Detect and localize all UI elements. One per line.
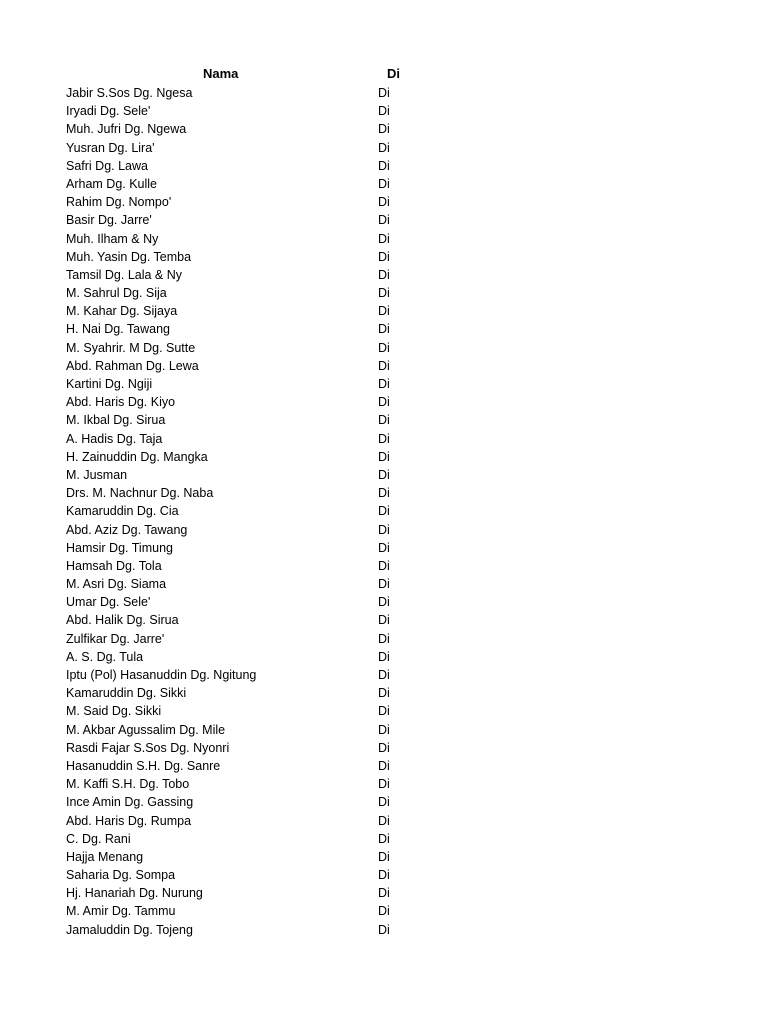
cell-nama: M. Sahrul Dg. Sija xyxy=(66,286,167,301)
table-row xyxy=(0,921,768,939)
cell-di: Di xyxy=(378,322,390,337)
table-row xyxy=(0,848,768,866)
table-row xyxy=(0,648,768,666)
cell-nama: Muh. Ilham & Ny xyxy=(66,231,159,246)
table-row xyxy=(0,684,768,702)
cell-di: Di xyxy=(378,740,390,755)
table-row xyxy=(0,721,768,739)
table-row xyxy=(0,793,768,811)
table-row xyxy=(0,448,768,466)
cell-di: Di xyxy=(378,904,390,919)
table-row xyxy=(0,521,768,539)
cell-di: Di xyxy=(378,231,390,246)
cell-di: Di xyxy=(378,649,390,664)
cell-nama: M. Kahar Dg. Sijaya xyxy=(66,304,178,319)
table-row xyxy=(0,593,768,611)
cell-nama: Iryadi Dg. Sele' xyxy=(66,104,151,119)
cell-nama: Hamsah Dg. Tola xyxy=(66,558,162,573)
name-table xyxy=(0,64,768,939)
cell-di: Di xyxy=(378,267,390,282)
cell-nama: H. Zainuddin Dg. Mangka xyxy=(66,449,208,464)
cell-di: Di xyxy=(378,304,390,319)
cell-nama: Umar Dg. Sele' xyxy=(66,595,151,610)
cell-nama: A. S. Dg. Tula xyxy=(66,649,144,664)
table-row xyxy=(0,757,768,775)
cell-di: Di xyxy=(378,777,390,792)
table-row xyxy=(0,484,768,502)
cell-di: Di xyxy=(378,176,390,191)
table-row xyxy=(0,266,768,284)
table-row xyxy=(0,466,768,484)
cell-di: Di xyxy=(378,286,390,301)
cell-nama: Jamaluddin Dg. Tojeng xyxy=(66,922,193,937)
cell-di: Di xyxy=(378,431,390,446)
cell-nama: M. Akbar Agussalim Dg. Mile xyxy=(66,722,226,737)
cell-di: Di xyxy=(378,668,390,682)
cell-nama: Kartini Dg. Ngiji xyxy=(66,377,153,391)
cell-di: Di xyxy=(378,213,390,228)
cell-nama: Hajja Menang xyxy=(66,849,144,864)
cell-nama: Abd. Halik Dg. Sirua xyxy=(66,613,179,628)
cell-di: Di xyxy=(378,377,390,391)
cell-nama: Rahim Dg. Nompo' xyxy=(66,195,172,210)
cell-di: Di xyxy=(378,795,390,810)
cell-nama: Rasdi Fajar S.Sos Dg. Nyonri xyxy=(66,740,230,755)
cell-di: Di xyxy=(378,195,390,210)
table-row xyxy=(0,157,768,175)
column-header-nama: Nama xyxy=(203,66,239,81)
cell-nama: Abd. Rahman Dg. Lewa xyxy=(66,358,199,373)
cell-nama: Abd. Haris Dg. Rumpa xyxy=(66,813,192,828)
table-row xyxy=(0,866,768,884)
cell-nama: Arham Dg. Kulle xyxy=(66,176,158,191)
cell-nama: Muh. Jufri Dg. Ngewa xyxy=(66,122,187,137)
cell-nama: Kamaruddin Dg. Sikki xyxy=(66,686,187,701)
cell-nama: Safri Dg. Lawa xyxy=(66,158,148,173)
cell-nama: Hamsir Dg. Timung xyxy=(66,540,173,555)
table-row xyxy=(0,902,768,920)
cell-di: Di xyxy=(378,813,390,828)
cell-nama: M. Asri Dg. Siama xyxy=(66,577,167,592)
table-row xyxy=(0,393,768,411)
table-row xyxy=(0,539,768,557)
cell-di: Di xyxy=(378,86,390,100)
table-row xyxy=(0,430,768,448)
cell-nama: M. Amir Dg. Tammu xyxy=(66,904,176,919)
cell-nama: Muh. Yasin Dg. Temba xyxy=(66,249,192,264)
cell-di: Di xyxy=(378,704,390,719)
cell-di: Di xyxy=(378,686,390,701)
table-row xyxy=(0,302,768,320)
table-row xyxy=(0,739,768,757)
cell-nama: H. Nai Dg. Tawang xyxy=(66,322,170,337)
table-header-row xyxy=(0,64,768,84)
cell-di: Di xyxy=(378,249,390,264)
cell-di: Di xyxy=(378,122,390,137)
cell-di: Di xyxy=(378,104,390,119)
table-row xyxy=(0,830,768,848)
cell-nama: Iptu (Pol) Hasanuddin Dg. Ngitung xyxy=(66,668,257,682)
table-row xyxy=(0,630,768,648)
cell-di: Di xyxy=(378,595,390,610)
cell-nama: A. Hadis Dg. Taja xyxy=(66,431,163,446)
table-row xyxy=(0,557,768,575)
cell-nama: M. Jusman xyxy=(66,467,128,482)
table-row xyxy=(0,666,768,684)
table-row xyxy=(0,193,768,211)
table-row xyxy=(0,575,768,593)
cell-di: Di xyxy=(378,140,390,155)
table-row xyxy=(0,339,768,357)
cell-di: Di xyxy=(378,631,390,646)
cell-nama: Hj. Hanariah Dg. Nurung xyxy=(66,886,203,901)
table-row xyxy=(0,139,768,157)
cell-nama: Hasanuddin S.H. Dg. Sanre xyxy=(66,758,221,773)
cell-di: Di xyxy=(378,868,390,883)
cell-nama: Abd. Haris Dg. Kiyo xyxy=(66,395,176,410)
cell-di: Di xyxy=(378,467,390,482)
cell-nama: Tamsil Dg. Lala & Ny xyxy=(66,267,183,282)
table-row xyxy=(0,175,768,193)
cell-di: Di xyxy=(378,722,390,737)
table-row xyxy=(0,411,768,429)
table-row xyxy=(0,284,768,302)
cell-nama: C. Dg. Rani xyxy=(66,831,131,846)
cell-di: Di xyxy=(378,158,390,173)
table-row xyxy=(0,357,768,375)
cell-di: Di xyxy=(378,340,390,355)
cell-di: Di xyxy=(378,522,390,537)
cell-nama: M. Ikbal Dg. Sirua xyxy=(66,413,166,428)
cell-nama: Zulfikar Dg. Jarre' xyxy=(66,631,165,646)
table-row xyxy=(0,884,768,902)
cell-di: Di xyxy=(378,413,390,428)
cell-nama: Yusran Dg. Lira' xyxy=(66,140,155,155)
cell-nama: Drs. M. Nachnur Dg. Naba xyxy=(66,486,214,501)
table-row xyxy=(0,812,768,830)
table-row xyxy=(0,320,768,338)
table-row xyxy=(0,775,768,793)
cell-di: Di xyxy=(378,540,390,555)
table-row xyxy=(0,702,768,720)
cell-di: Di xyxy=(378,886,390,901)
table-row xyxy=(0,611,768,629)
cell-nama: Kamaruddin Dg. Cia xyxy=(66,504,179,519)
table-row xyxy=(0,84,768,102)
cell-di: Di xyxy=(378,486,390,501)
table-row xyxy=(0,230,768,248)
table-row xyxy=(0,211,768,229)
cell-nama: Saharia Dg. Sompa xyxy=(66,868,176,883)
table-row xyxy=(0,102,768,120)
cell-nama: M. Said Dg. Sikki xyxy=(66,704,162,719)
cell-nama: Abd. Aziz Dg. Tawang xyxy=(66,522,188,537)
cell-di: Di xyxy=(378,577,390,592)
cell-di: Di xyxy=(378,395,390,410)
cell-di: Di xyxy=(378,758,390,773)
cell-nama: Basir Dg. Jarre' xyxy=(66,213,152,228)
column-header-di: Di xyxy=(387,66,400,81)
cell-di: Di xyxy=(378,831,390,846)
table-row xyxy=(0,248,768,266)
cell-di: Di xyxy=(378,358,390,373)
cell-nama: M. Kaffi S.H. Dg. Tobo xyxy=(66,777,190,792)
cell-di: Di xyxy=(378,922,390,937)
table-row xyxy=(0,375,768,393)
table-body xyxy=(0,84,768,939)
cell-nama: Ince Amin Dg. Gassing xyxy=(66,795,194,810)
table-row xyxy=(0,120,768,138)
cell-di: Di xyxy=(378,504,390,519)
table-row xyxy=(0,502,768,520)
cell-di: Di xyxy=(378,558,390,573)
cell-di: Di xyxy=(378,449,390,464)
cell-di: Di xyxy=(378,613,390,628)
cell-nama: Jabir S.Sos Dg. Ngesa xyxy=(66,86,193,100)
cell-di: Di xyxy=(378,849,390,864)
cell-nama: M. Syahrir. M Dg. Sutte xyxy=(66,340,196,355)
